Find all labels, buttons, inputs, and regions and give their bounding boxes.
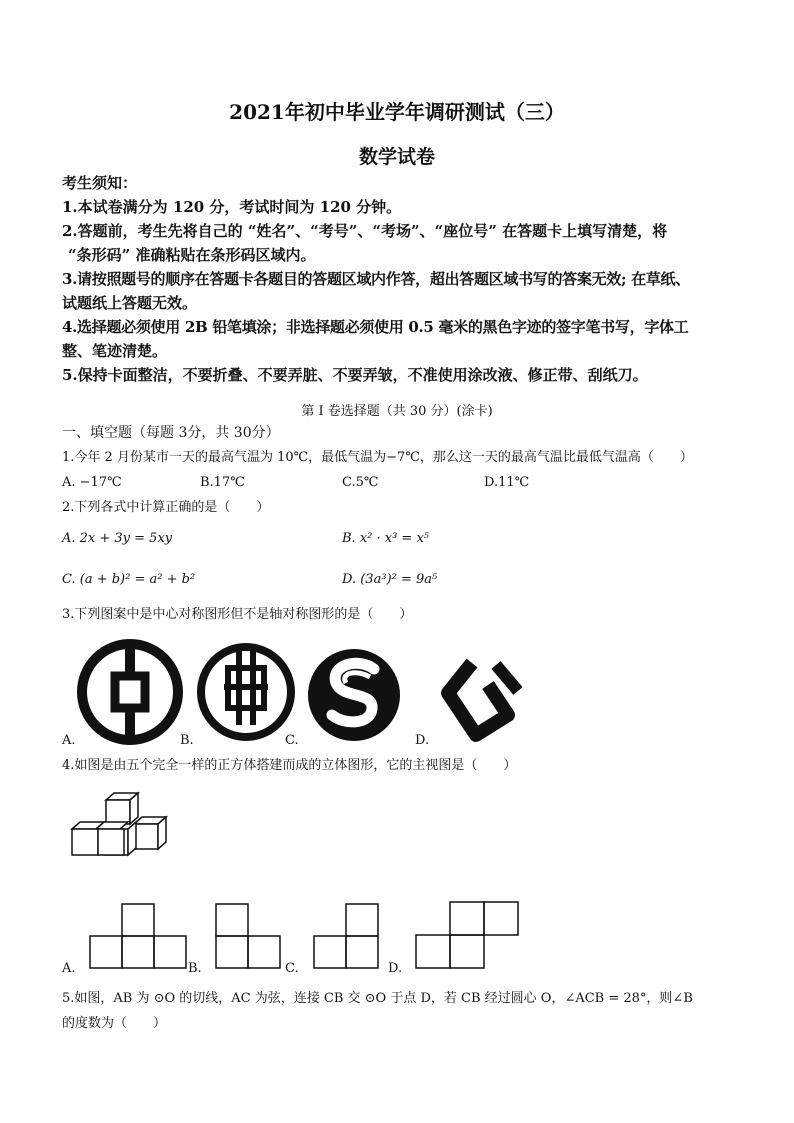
question-2: 2.下列各式中计算正确的是（ ） [62,500,270,515]
bank-logo-a-icon [80,640,190,745]
page-title: 2021年初中毕业学年调研测试（三） [229,100,565,124]
q2-option-b: B. x² · x³ = x⁵ [342,531,430,546]
bank-logo-d-icon [438,655,528,745]
q4-label-d: D. [388,961,403,976]
notice-line: “条形码” 准确粘贴在条形码区域内。 [68,246,316,264]
q3-label-a: A. [62,733,76,748]
q4-label-b: B. [188,961,202,976]
notice-block [62,171,742,387]
notice-line: 1.本试卷满分为 120 分，考试时间为 120 分钟。 [62,198,402,216]
notice-line: 5.保持卡面整洁，不要折叠、不要弄脏、不要弄皱，不准使用涂改液、修正带、刮纸刀。 [62,366,648,384]
q2-option-c: C. (a + b)² = a² + b² [62,572,196,587]
q2-option-a: A. 2x + 3y = 5xy [62,531,173,546]
q4-label-c: C. [285,961,299,976]
q3-label-b: B. [180,733,194,748]
question-3: 3.下列图案中是中心对称图形但不是轴对称图形的是（ ） [62,607,413,622]
question-4: 4.如图是由五个完全一样的正方体搭建而成的立体图形，它的主视图是（ ） [62,758,517,773]
view-option-c [312,902,382,970]
bank-logo-b-icon [198,640,298,745]
question-1: 1.今年 2 月份某市一天的最高气温为 10℃，最低气温为−7℃，那么这一天的最高气温比最低气温高（ ） [62,450,693,465]
page-subtitle: 数学试卷 [358,146,435,168]
q3-label-c: C. [285,733,299,748]
notice-line: 3.请按照题号的顺序在答题卡各题目的答题区域内作答，超出答题区域书写的答案无效; 在草纸、 [62,270,690,288]
notice-line: 2.答题前，考生先将自己的 “姓名”、“考号”、“考场”、“座位号” 在答题卡上填写清楚，将 [62,222,668,240]
notice-line: 试题纸上答题无效。 [62,294,198,312]
notice-line: 整、笔迹清楚。 [62,342,168,360]
q2-option-d: D. (3a³)² = 9a⁵ [342,572,438,587]
notice-heading: 考生须知： [62,174,138,192]
notice-line: 4.选择题必须使用 2B 铅笔填涂；非选择题必须使用 0.5 毫米的黑色字迹的签字笔书写，字体工 [62,318,689,336]
question-5: 5.如图，AB 为 ⊙O 的切线，AC 为弦，连接 CB 交 ⊙O 于点 D，若 CB 经过圆心 O，∠ACB = 28°，则∠B [62,991,693,1006]
q1-option-c: C.5℃ [342,475,379,490]
view-option-b [214,902,284,970]
part-heading: 一、填空题（每题 3分，共 30分） [62,425,280,441]
q4-label-a: A. [62,961,76,976]
view-option-d [416,900,520,970]
q3-label-d: D. [415,733,430,748]
view-option-a [90,902,190,970]
q1-option-a: A. −17℃ [62,475,122,490]
q1-option-d: D.11℃ [484,475,530,490]
question-5-cont: 的度数为（ ） [62,1016,167,1031]
section-header: 第 I 卷选择题（共 30 分）(涂卡) [301,404,493,419]
cube-stack-figure [68,790,188,865]
bank-logo-c-icon [306,645,406,745]
q1-option-b: B.17℃ [200,475,245,490]
